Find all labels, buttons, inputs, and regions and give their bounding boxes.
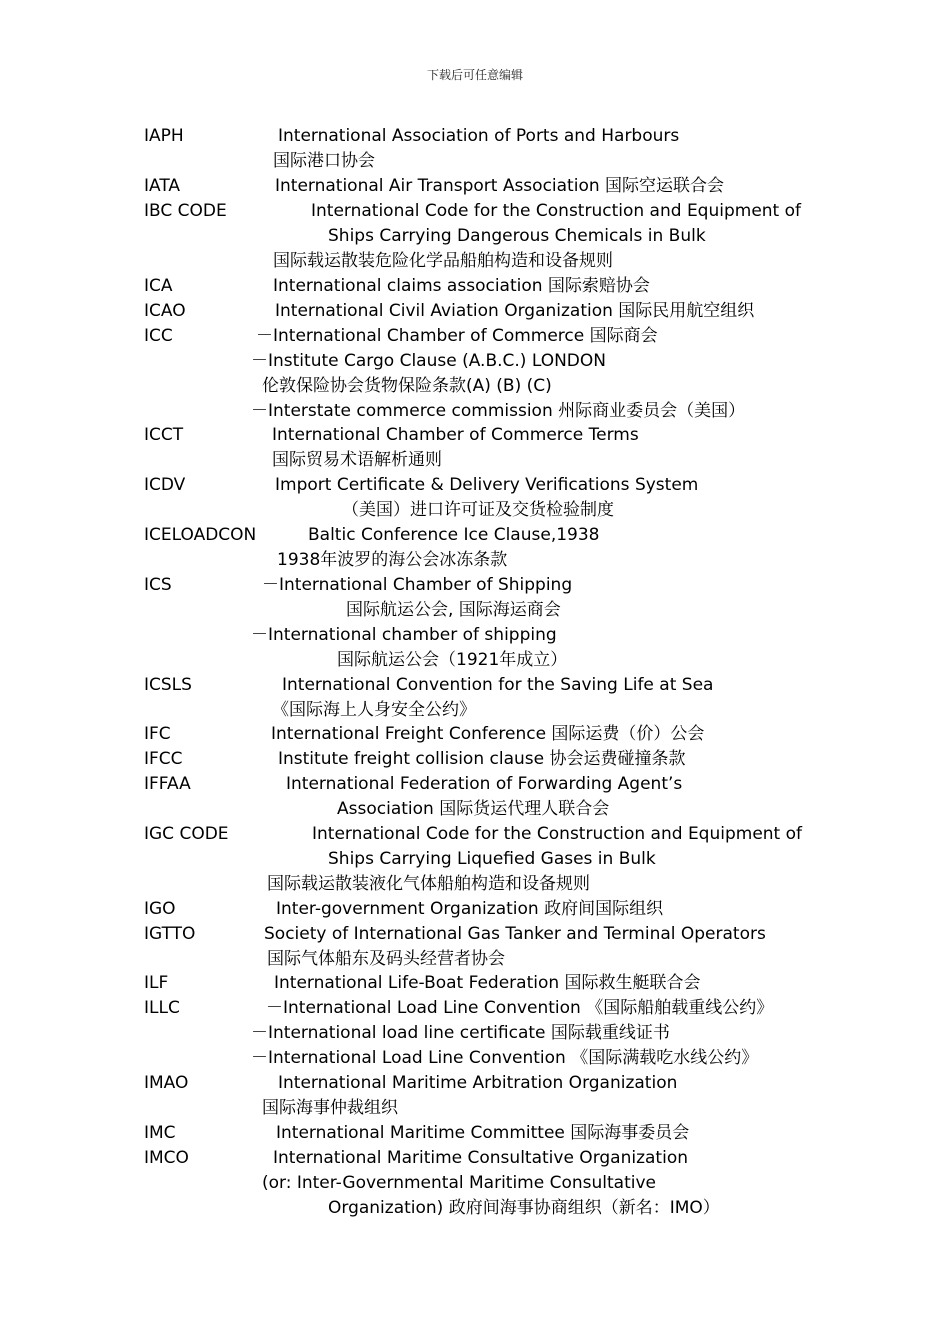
term-definition: International Convention for the Saving Life at Sea [282, 675, 714, 695]
term-definition: 国际气体船东及码头经营者协会 [267, 949, 505, 969]
term-definition: (or: Inter-Governmental Maritime Consultative [262, 1173, 656, 1193]
term-abbreviation: ICS [144, 575, 172, 595]
term-abbreviation: ICCT [144, 425, 184, 445]
term-definition: International Maritime Consultative Organization [273, 1148, 688, 1168]
term-definition: 国际海事仲裁组织 [262, 1098, 398, 1118]
term-abbreviation: IBC CODE [144, 201, 227, 221]
term-definition: Baltic Conference Ice Clause,1938 [308, 525, 600, 545]
term-abbreviation: ILF [144, 973, 169, 993]
term-definition: －Institute Cargo Clause (A.B.C.) LONDON [251, 351, 606, 371]
term-abbreviation: IGTTO [144, 924, 196, 944]
term-definition: 1938年波罗的海公会冰冻条款 [277, 550, 508, 570]
term-definition: International Civil Aviation Organization 国际民用航空组织 [275, 301, 755, 321]
term-definition: International Federation of Forwarding Agent’s [286, 774, 683, 794]
term-definition: International Air Transport Association 国际空运联合会 [275, 176, 725, 196]
term-abbreviation: ICC [144, 326, 173, 346]
term-definition: －International Load Line Convention 《国际满载吃水线公约》 [251, 1048, 759, 1068]
term-definition: （美国）进口许可证及交货检验制度 [342, 500, 614, 520]
term-definition: International Chamber of Commerce Terms [272, 425, 639, 445]
term-abbreviation: ICELOADCON [144, 525, 257, 545]
term-definition: 《国际海上人身安全公约》 [272, 700, 476, 720]
term-definition: －International Chamber of Shipping [262, 575, 573, 595]
term-abbreviation: IGO [144, 899, 176, 919]
term-abbreviation: ILLC [144, 998, 180, 1018]
term-definition: －International chamber of shipping [251, 625, 557, 645]
term-definition: International Code for the Construction and Equipment of [311, 201, 802, 221]
term-definition: International Freight Conference 国际运费（价）公会 [271, 724, 705, 744]
page-header: 下载后可任意编辑 [426, 68, 523, 82]
term-definition: －International Chamber of Commerce 国际商会 [256, 326, 658, 346]
term-abbreviation: IFCC [144, 749, 183, 769]
term-definition: 国际航运公会, 国际海运商会 [346, 600, 561, 620]
term-definition: Inter-government Organization 政府间国际组织 [276, 899, 664, 919]
term-abbreviation: IMC [144, 1123, 176, 1143]
term-definition: 国际港口协会 [273, 151, 375, 171]
term-abbreviation: IMCO [144, 1148, 189, 1168]
term-definition: International Maritime Arbitration Organization [278, 1073, 678, 1093]
term-definition: Organization) 政府间海事协商组织（新名：IMO） [328, 1198, 720, 1218]
term-definition: Import Certificate & Delivery Verifications System [275, 475, 699, 495]
term-abbreviation: IATA [144, 176, 181, 196]
term-abbreviation: ICDV [144, 475, 186, 495]
term-definition: International Association of Ports and Harbours [278, 126, 680, 146]
term-abbreviation: IMAO [144, 1073, 189, 1093]
term-abbreviation: IAPH [144, 126, 184, 146]
term-definition: International Life-Boat Federation 国际救生艇联合会 [274, 973, 701, 993]
term-definition: 国际航运公会（1921年成立） [337, 650, 568, 670]
term-abbreviation: ICA [144, 276, 173, 296]
term-definition: 国际贸易术语解析通则 [272, 450, 442, 470]
term-abbreviation: IFC [144, 724, 171, 744]
term-abbreviation: IFFAA [144, 774, 191, 794]
term-definition: －International Load Line Convention 《国际船舶载重线公约》 [266, 998, 774, 1018]
term-definition: －International load line certificate 国际载重线证书 [251, 1023, 670, 1043]
term-abbreviation: IGC CODE [144, 824, 229, 844]
term-definition: Institute freight collision clause 协会运费碰撞条款 [278, 749, 686, 769]
term-definition: －Interstate commerce commission 州际商业委员会（美国） [251, 401, 746, 421]
term-definition: 国际载运散装液化气体船舶构造和设备规则 [267, 874, 590, 894]
term-definition: 国际载运散装危险化学品船舶构造和设备规则 [273, 251, 613, 271]
term-definition: Association 国际货运代理人联合会 [337, 799, 610, 819]
term-definition: International Maritime Committee 国际海事委员会 [276, 1123, 690, 1143]
term-definition: 伦敦保险协会货物保险条款(A) (B) (C) [262, 376, 552, 396]
term-definition: Ships Carrying Liquefied Gases in Bulk [328, 849, 656, 869]
term-definition: International claims association 国际索赔协会 [273, 276, 650, 296]
term-abbreviation: ICAO [144, 301, 186, 321]
term-definition: International Code for the Construction and Equipment of [312, 824, 803, 844]
term-definition: Ships Carrying Dangerous Chemicals in Bulk [328, 226, 706, 246]
term-abbreviation: ICSLS [144, 675, 192, 695]
term-definition: Society of International Gas Tanker and Terminal Operators [264, 924, 766, 944]
